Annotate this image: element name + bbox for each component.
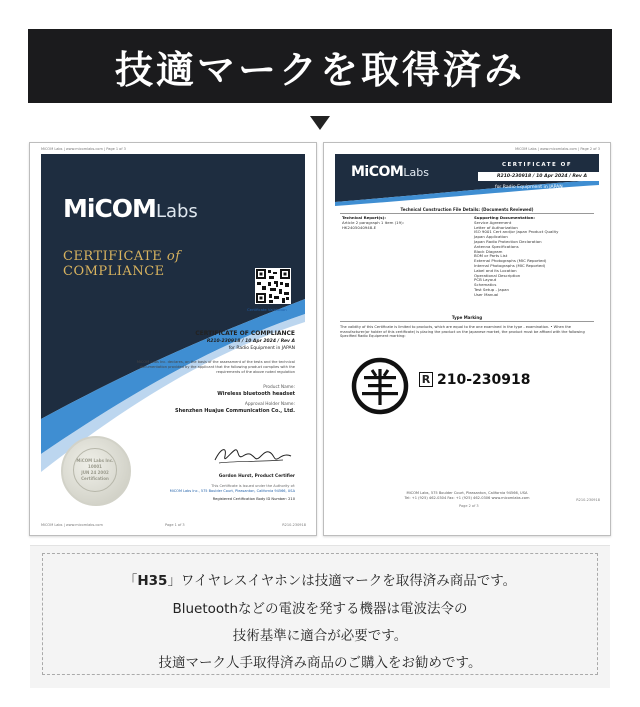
technical-reports: Technical Report(s): Article 2 paragraph 1 item (19): HK2405040948-E (342, 215, 404, 230)
info-box (30, 545, 610, 688)
info-line-2: Bluetoothなどの電波を発する機器は電波法令の (172, 601, 468, 617)
certificate-title: CERTIFICATE OF (502, 162, 573, 168)
certification-seal: MiCOM Labs Inc. 10001 JUN 24 2002 Certification (61, 436, 131, 506)
certificate-page-1 (29, 142, 317, 536)
banner-title: 技適マークを取得済み (114, 47, 525, 92)
info-text-frame (42, 553, 598, 675)
info-line-1: 「H35」ワイヤレスイヤホンは技適マークを取得済み商品です。 (123, 573, 517, 589)
certificate-title: CERTIFICATE of COMPLIANCE (63, 249, 181, 279)
product-name-label: Product Name: (263, 385, 295, 390)
signature-image (213, 442, 293, 468)
certificate-number: 210-230918 (437, 372, 531, 388)
tech-file-heading: Technical Construction File Details: (Documents Reviewed) (340, 207, 594, 214)
type-marking-heading: Type Marking (340, 315, 594, 322)
registration-mark-r: R (419, 372, 433, 387)
giteki-mark-icon (350, 357, 410, 415)
qr-caption: Certificate Validation (247, 307, 287, 312)
compliance-heading: CERTIFICATE OF COMPLIANCE (195, 330, 295, 337)
footer-left: MiCOM Labs | www.micomlabs.com (41, 523, 103, 527)
certificate-scope: for Radio Equipment in JAPAN (495, 185, 563, 190)
micom-labs-logo: MiCOMLabs (63, 194, 198, 223)
footer-page: Page 1 of 3 (165, 523, 185, 527)
footer-page: Page 2 of 3 (459, 504, 479, 508)
certificate-header (335, 154, 599, 206)
issuing-authority: This Certificate is Issued under the Authority of: MiCOM Labs Inc., 575 Boulder Court, Pleasanton, California 94566, USA (169, 484, 295, 493)
down-arrow-icon (310, 116, 330, 130)
certificate-reference: R210-230918 / 10 Apr 2024 / Rev A (478, 172, 606, 181)
footer-ref: R210-230918 (282, 523, 306, 527)
declaration-text: MiCOM Labs Inc. declares, on the basis of the assessment of the tests and the technical documentation provided by the applicant that the following product complies with the requirements of the above noted regulation (136, 360, 295, 374)
footer-address: MiCOM Labs, 575 Boulder Court, Pleasanton, California 94566, USA Tel: +1 (925) 462-0304 Fax: +1 (925) 462-0306 www.micomlabs.com (404, 491, 530, 500)
supporting-documentation: Supporting Documentation: Service Agreement Letter of Authorization ISO 9001 Cert and/or Japan Product Quality Japan Application Japan Radio Protection Declaration Antenna Specifications Block Diagram BOM or Parts List External Photographs (MIC Reported) Internal Photographs (MIC Reported) Label and its Location Operational Description PCB Layout Schematics Test Setup - Japan User Manual (474, 215, 559, 297)
info-line-3: 技術基準に適合が必要です。 (232, 628, 408, 644)
page-header-note: MiCOM Labs | www.micomlabs.com | Page 2 of 3 (515, 147, 600, 151)
certificate-reference: R210-230918 / 10 Apr 2024 / Rev A (206, 339, 295, 344)
approval-holder-value: Shenzhen Huajue Communication Co., Ltd. (174, 408, 295, 414)
page-header-note: MiCOM Labs | www.micomlabs.com | Page 1 of 3 (41, 147, 126, 151)
approval-holder-label: Approval Holder Name: (244, 402, 295, 407)
type-marking-text: The validity of this Certificate is limited to products, which are equal to the one examined in the type - examination. • When the manufacturer(or holder of this certificate) is placing the product on the Japanese market, the product must be affixed with the following Specified Radio Equipment marking: (340, 325, 585, 338)
footer-ref: R210-230918 (576, 498, 600, 502)
certificate-body (41, 154, 305, 518)
certificate-page-2 (323, 142, 611, 536)
certificate-scope: for Radio Equipment in JAPAN (228, 346, 295, 351)
title-banner (28, 29, 612, 103)
qr-code-icon (255, 268, 291, 304)
info-line-4: 技適マーク人手取得済み商品のご購入をお勧めです。 (158, 655, 482, 671)
signer-name: Gordon Hurst, Product Certifier (218, 474, 295, 479)
micom-labs-logo: MiCOMLabs (351, 164, 429, 180)
product-name-value: Wireless bluetooth headset (217, 391, 295, 397)
registration-id: Registered Certification Body ID Number: 210 (212, 497, 295, 501)
